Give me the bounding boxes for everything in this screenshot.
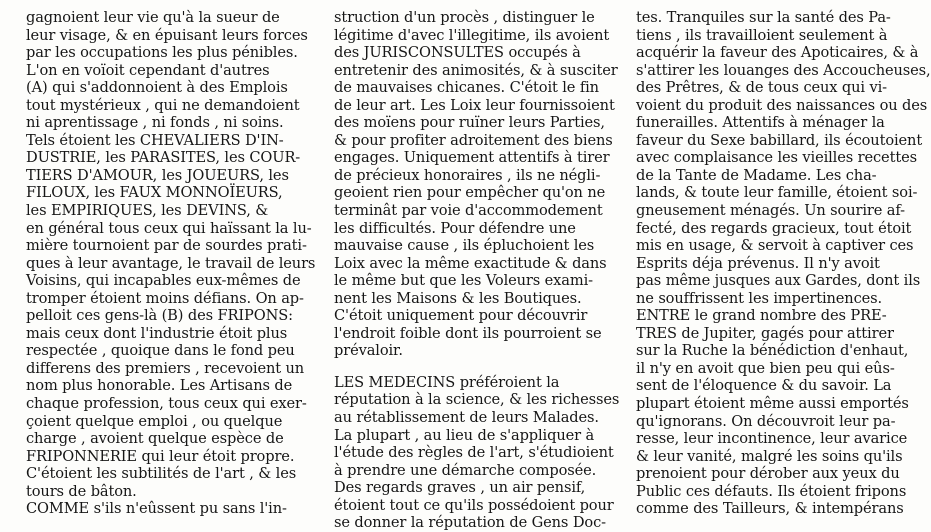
text-line: & pour profiter adroitement des biens [334, 131, 613, 149]
text-line: des moïens pour ruïner leurs Parties, [334, 114, 605, 132]
text-line: de précieux honoraires , ils ne négli- [334, 166, 601, 184]
text-line: L'on en voïoit cependant d'autres [26, 61, 270, 79]
text-line: FRIPONNERIE qui leur étoit propre. [26, 447, 295, 465]
text-line: Tels étoient les CHEVALIERS D'IN- [26, 131, 284, 149]
text-line: engages. Uniquement attentifs à tirer [334, 149, 610, 167]
text-line: mais ceux dont l'industrie étoit plus [26, 324, 288, 342]
text-line: comme des Tailleurs, & intempérans [636, 500, 904, 518]
text-line: mauvaise cause , ils épluchoient les [334, 237, 595, 255]
text-line: ni aprentissage , ni fonds , ni soins. [26, 114, 284, 132]
text-line: légitime d'avec l'illegitime, ils avoient [334, 26, 610, 44]
text-line: (A) qui s'addonnoient à des Emplois [26, 79, 288, 97]
text-line: DUSTRIE, les PARASITES, les COUR- [26, 149, 301, 167]
text-line: ne souffrissent les impertinences. [636, 289, 883, 307]
text-line: sur la Ruche la bénédiction d'enhaut, [636, 342, 909, 360]
text-line: ques à leur avantage, le travail de leurs [26, 254, 316, 272]
text-line: faveur du Sexe babillard, ils écoutoient [636, 131, 923, 149]
text-line: funerailles. Attentifs à ménager la [636, 114, 885, 132]
text-line: au rétablissement de leurs Malades. [334, 409, 599, 427]
text-line: La plupart , au lieu de s'appliquer à [334, 426, 595, 444]
text-line: le même but que les Voleurs exami- [334, 272, 593, 290]
text-line: nent les Maisons & les Boutiques. [334, 289, 582, 307]
text-line: voient du produit des naissances ou des [636, 96, 928, 114]
text-line: prenoient pour dérober aux yeux du [636, 465, 900, 483]
text-line: & leur vanité, malgré les soins qu'ils [636, 447, 903, 465]
text-line: avec complaisance les vieilles recettes [636, 149, 917, 167]
text-column-right [636, 9, 931, 523]
text-line: geoient rien pour empêcher qu'on ne [334, 184, 606, 202]
text-line: sent de l'éloquence & du savoir. La [636, 377, 892, 395]
text-line: tes. Tranquiles sur la santé des Pa- [636, 9, 891, 26]
text-line: COMME s'ils n'eûssent pu sans l'in- [26, 500, 287, 518]
text-line: resse, leur incontinence, leur avarice [636, 430, 908, 448]
text-column-left [26, 9, 316, 523]
text-line: prévaloir. [334, 342, 403, 360]
text-line: Public ces défauts. Ils étoient fripons [636, 482, 907, 500]
text-line: differens des premiers , recevoient un [26, 359, 305, 377]
text-line: mière tournoient par de sourdes prati- [26, 237, 307, 255]
text-line: Des regards graves , un air pensif, [334, 479, 586, 497]
text-line: se donner la réputation de Gens Doc- [334, 514, 606, 532]
text-line: chaque profession, tous ceux qui exer- [26, 395, 307, 413]
text-line: tiens , ils travailloient seulement à [636, 26, 888, 44]
text-line: Voisins, qui incapables eux-mêmes de [26, 272, 301, 290]
text-line: TRES de Jupiter, gagés pour attirer [636, 324, 894, 342]
text-line: tout mystérieux , qui ne demandoient [26, 96, 300, 114]
text-line: Loix avec la même exactitude & dans [334, 254, 607, 272]
text-line: C'étoient les subtilités de l'art , & les [26, 465, 297, 483]
text-line: leur visage, & en épuisant leurs forces [26, 26, 308, 44]
text-line: des Prêtres, & de tous ceux qui vi- [636, 79, 887, 97]
text-line: tromper étoient moins défians. On ap- [26, 289, 304, 307]
text-line: de leur art. Les Loix leur fournissoient [334, 96, 615, 114]
text-line: çoient quelque emploi , ou quelque [26, 412, 283, 430]
text-line: de mauvaises chicanes. C'étoit le fin [334, 79, 599, 97]
text-line: C'étoit uniquement pour découvrir [334, 307, 588, 325]
text-line: lands, & toute leur famille, étoient soi- [636, 184, 918, 202]
text-line: par les occupations les plus pénibles. [26, 44, 298, 62]
text-line: pas même jusques aux Gardes, dont ils [636, 272, 921, 290]
text-line: s'attirer les louanges des Accoucheuses, [636, 61, 931, 79]
text-line: gneusement ménagés. Un sourire af- [636, 202, 905, 220]
text-line: TIERS D'AMOUR, les JOUEURS, les [26, 166, 289, 184]
text-line: l'étude des règles de l'art, s'étudioient [334, 444, 614, 462]
text-line: ENTRE le grand nombre des PRE- [636, 307, 887, 325]
text-line: nom plus honorable. Les Artisans de [26, 377, 293, 395]
text-line: il n'y en avoit que bien peu qui eûs- [636, 359, 895, 377]
text-line: pelloit ces gens-là (B) des FRIPONS: [26, 307, 293, 325]
text-line: les difficultés. Pour défendre une [334, 219, 576, 237]
text-line: mis en usage, & servoit à captiver ces [636, 237, 914, 255]
text-line: Esprits déja prévenus. Il n'y avoit [636, 254, 880, 272]
text-line: de la Tante de Madame. Les cha- [636, 166, 877, 184]
text-line: entretenir des animosités, & à susciter [334, 61, 618, 79]
text-line: qu'ignorans. On découvroit leur pa- [636, 412, 896, 430]
paragraph-gap [334, 360, 602, 374]
text-line: respectée , quoique dans le fond peu [26, 342, 295, 360]
text-line: charge , avoient quelque espèce de [26, 430, 284, 448]
text-column-middle [334, 9, 620, 532]
text-line: plupart étoient même aussi emportés [636, 395, 909, 413]
text-line: l'endroit foible dont ils pourroient se [334, 324, 602, 342]
text-line: réputation à la science, & les richesses [334, 391, 620, 409]
text-line: à prendre une démarche composée. [334, 461, 597, 479]
text-line: LES MEDECINS préféroient la [334, 373, 560, 391]
text-line: acquérir la faveur des Apoticaires, & à [636, 44, 919, 62]
text-line: les EMPIRIQUES, les DEVINS, & [26, 202, 269, 220]
text-line: en général tous ceux qui haïssant la lu- [26, 219, 312, 237]
text-line: fecté, des regards gracieux, tout étoit [636, 219, 912, 237]
text-line: gagnoient leur vie qu'à la sueur de [26, 9, 280, 26]
text-line: des JURISCONSULTES occupés à [334, 44, 581, 62]
text-line: FILOUX, les FAUX MONNOÏEURS, [26, 184, 283, 202]
text-line: étoient tout ce qu'ils possédoient pour [334, 496, 614, 514]
text-line: terminât par voie d'accommodement [334, 202, 603, 220]
text-line: tours de bâton. [26, 482, 137, 500]
text-line: struction d'un procès , distinguer le [334, 9, 595, 26]
